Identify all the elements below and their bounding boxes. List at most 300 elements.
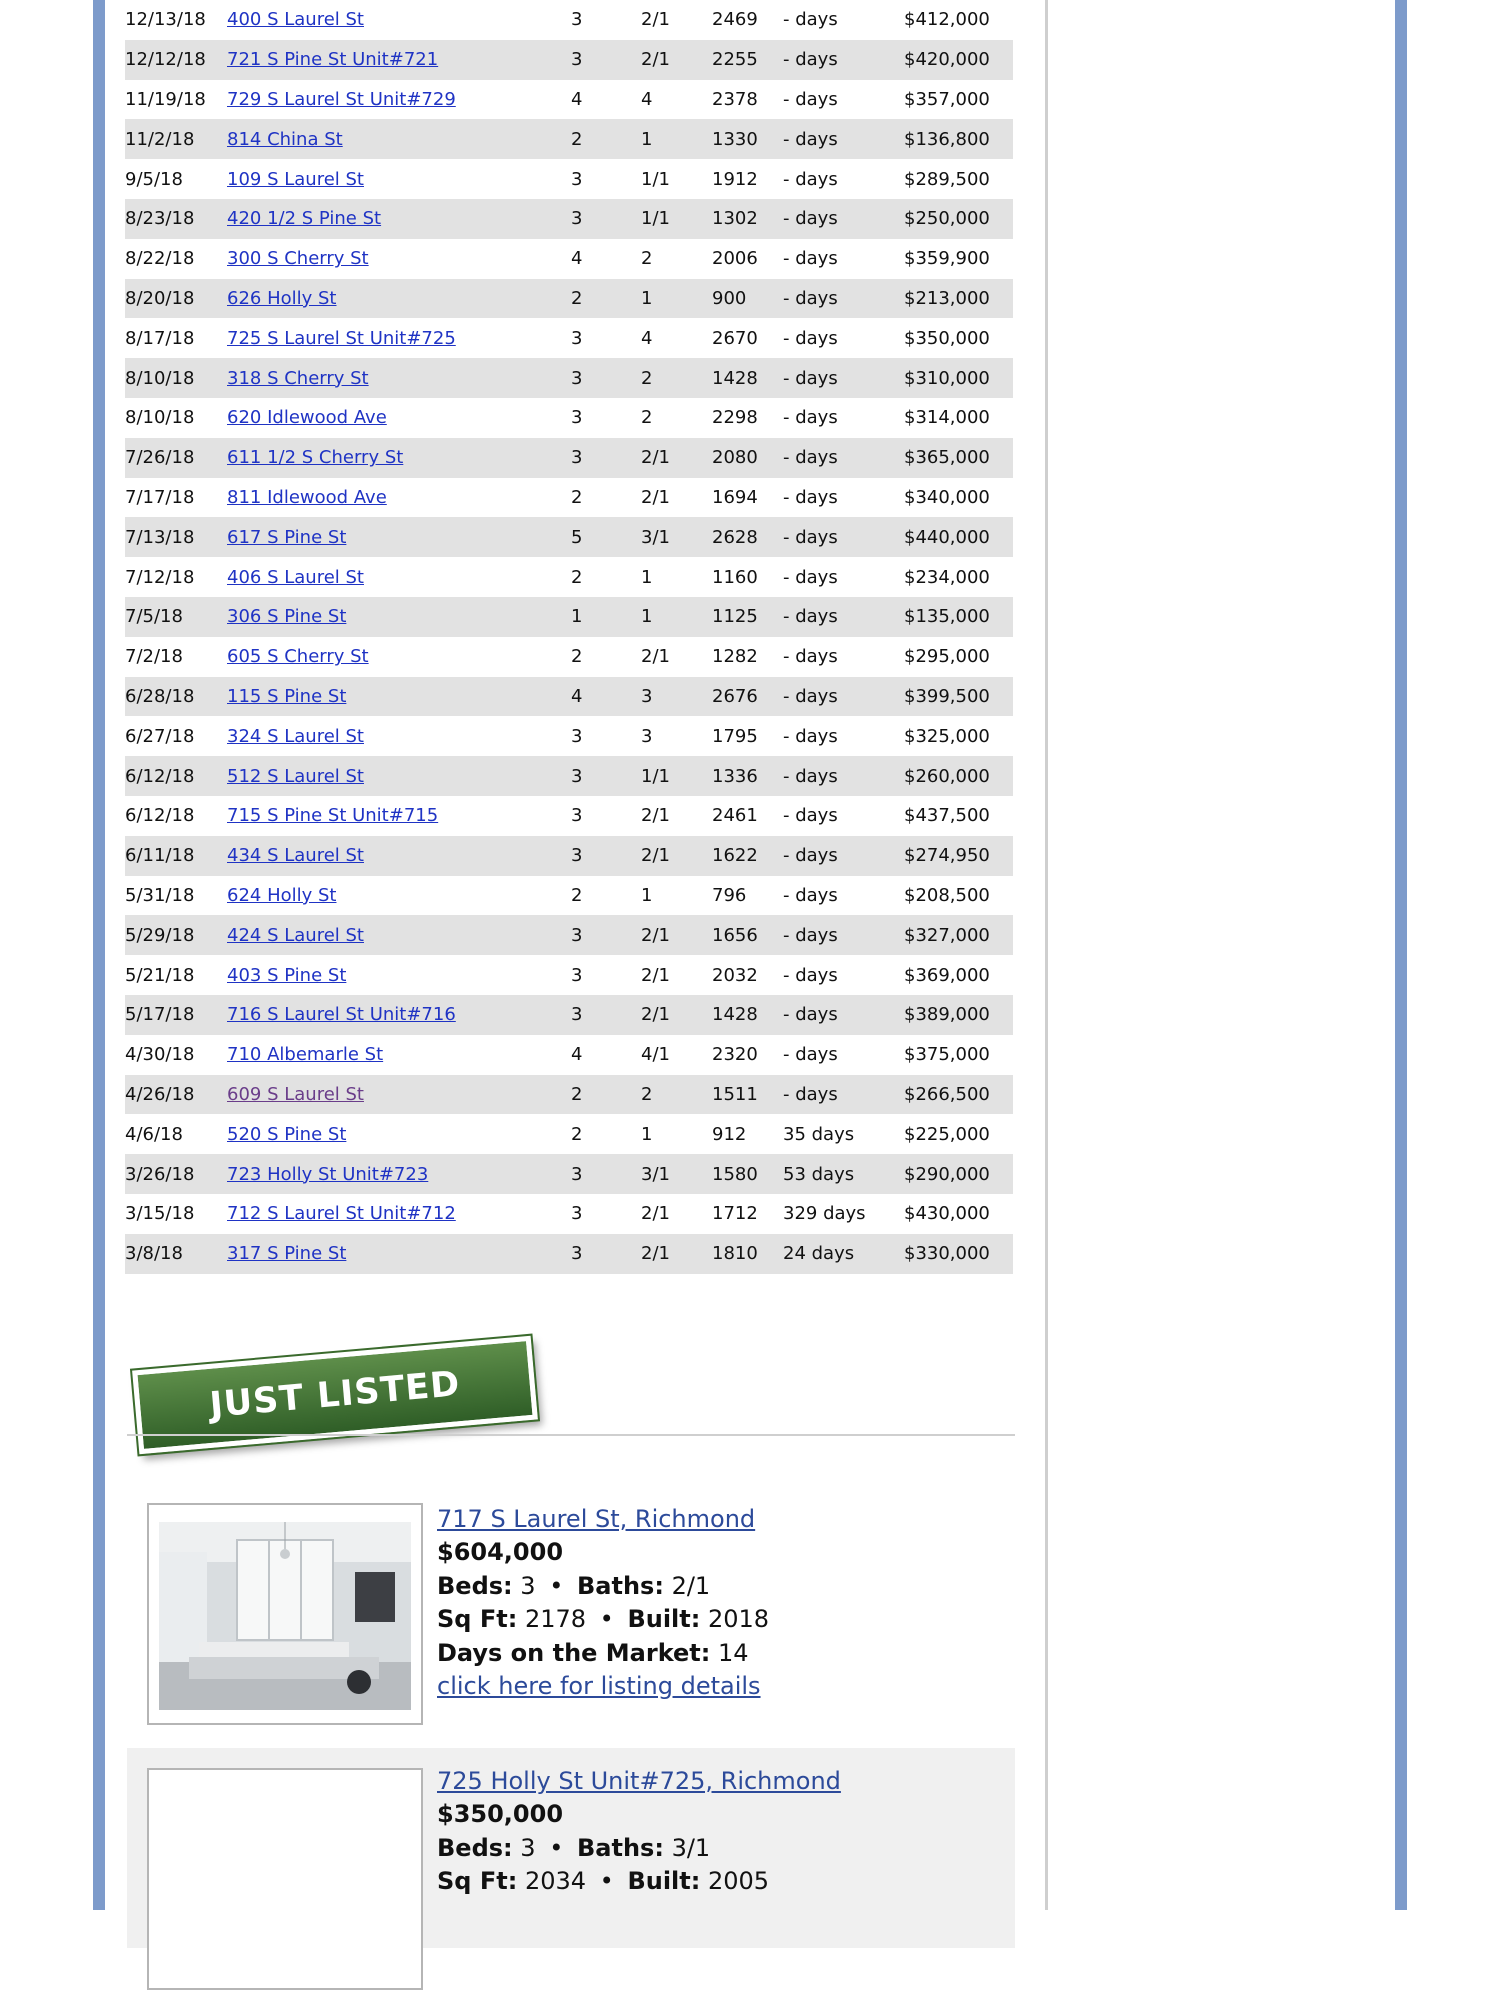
sqft-cell: 2469 [712,9,758,31]
sales-table-row [125,756,1013,796]
address-cell [227,1194,571,1234]
sqft-cell: 1912 [712,168,758,190]
days-on-market-cell: - days [783,884,838,906]
baths-cell: 2/1 [641,1004,670,1026]
email-frame [93,0,1407,1910]
sale-date-cell: 8/23/18 [125,208,195,230]
sale-price-cell: $250,000 [904,208,990,230]
baths-cell: 3/1 [641,1163,670,1185]
days-on-market-cell: - days [783,845,838,867]
sqft-cell: 2298 [712,407,758,429]
sales-table-row [125,876,1013,916]
address-link[interactable]: 723 Holly St Unit#723 [227,1163,429,1185]
address-link[interactable]: 609 S Laurel St [227,1083,364,1105]
days-on-market-cell: - days [783,208,838,230]
listing-price: $604,000 [437,1538,564,1567]
address-cell [227,0,571,40]
sale-price-cell: $208,500 [904,884,990,906]
days-on-market-cell: - days [783,407,838,429]
sale-date-cell: 3/15/18 [125,1203,195,1225]
baths-cell: 4 [641,327,653,349]
beds-cell: 3 [571,327,583,349]
sale-price-cell: $225,000 [904,1123,990,1145]
address-cell [227,478,571,518]
sqft-cell: 2628 [712,526,758,548]
address-cell [227,517,571,557]
days-on-market-cell: - days [783,248,838,270]
address-link[interactable]: 611 1/2 S Cherry St [227,447,404,469]
sale-price-cell: $437,500 [904,805,990,827]
sqft-cell: 2032 [712,964,758,986]
beds-cell: 3 [571,1243,583,1265]
days-on-market-cell: 35 days [783,1123,855,1145]
days-on-market-cell: - days [783,646,838,668]
just-listed-banner-text: JUST LISTED [208,1364,462,1426]
sales-table-row [125,1194,1013,1234]
address-cell [227,597,571,637]
listing-sqft-built: Sq Ft: 2178 • Built: 2018 [437,1605,770,1634]
sqft-cell: 900 [712,287,747,309]
sale-price-cell: $357,000 [904,88,990,110]
beds-cell: 3 [571,9,583,31]
sales-table-row [125,995,1013,1035]
sale-price-cell: $365,000 [904,447,990,469]
sale-price-cell: $350,000 [904,327,990,349]
sale-date-cell: 6/27/18 [125,725,195,747]
sale-price-cell: $289,500 [904,168,990,190]
sales-table-row [125,119,1013,159]
sale-price-cell: $266,500 [904,1083,990,1105]
sqft-cell: 1125 [712,606,758,628]
just-listed-section-header [127,1328,1015,1478]
sales-table-row [125,398,1013,438]
beds-cell: 3 [571,208,583,230]
days-on-market-cell: - days [783,367,838,389]
sales-table-row [125,199,1013,239]
address-link[interactable]: 403 S Pine St [227,964,347,986]
sale-date-cell: 4/26/18 [125,1083,195,1105]
address-link[interactable]: 115 S Pine St [227,685,347,707]
address-cell [227,915,571,955]
recent-sales-table [125,0,1013,1274]
sqft-cell: 1712 [712,1203,758,1225]
baths-cell: 2 [641,407,653,429]
sales-table-row [125,1234,1013,1274]
sqft-cell: 1330 [712,128,758,150]
address-cell [227,159,571,199]
sales-table-row [125,40,1013,80]
sales-table-row [125,637,1013,677]
sqft-cell: 1694 [712,486,758,508]
sale-date-cell: 4/30/18 [125,1044,195,1066]
days-on-market-cell: - days [783,447,838,469]
days-on-market-cell: - days [783,88,838,110]
baths-cell: 2/1 [641,9,670,31]
address-link[interactable]: 400 S Laurel St [227,9,364,31]
address-cell [227,438,571,478]
beds-cell: 2 [571,128,583,150]
beds-cell: 3 [571,964,583,986]
sale-date-cell: 7/13/18 [125,526,195,548]
days-on-market-cell: - days [783,566,838,588]
beds-cell: 2 [571,287,583,309]
sales-table-row [125,358,1013,398]
beds-cell: 3 [571,447,583,469]
baths-cell: 2/1 [641,447,670,469]
sale-date-cell: 4/6/18 [125,1123,183,1145]
sqft-cell: 2080 [712,447,758,469]
days-on-market-cell: 329 days [783,1203,866,1225]
sale-date-cell: 5/21/18 [125,964,195,986]
beds-cell: 4 [571,1044,583,1066]
baths-cell: 2/1 [641,805,670,827]
sales-table-row [125,915,1013,955]
listing-info [437,1503,769,1703]
address-link[interactable]: 324 S Laurel St [227,725,364,747]
beds-cell: 2 [571,566,583,588]
days-on-market-cell: - days [783,1004,838,1026]
listing-beds-baths: Beds: 3 • Baths: 2/1 [437,1571,711,1600]
listing-days-on-market: Days on the Market: 14 [437,1638,749,1667]
sqft-cell: 2255 [712,49,758,71]
sale-price-cell: $327,000 [904,924,990,946]
address-cell [227,1114,571,1154]
address-cell [227,1035,571,1075]
beds-cell: 3 [571,1203,583,1225]
baths-cell: 1 [641,606,653,628]
sqft-cell: 1302 [712,208,758,230]
address-link[interactable]: 725 S Laurel St Unit#725 [227,327,456,349]
sale-price-cell: $359,900 [904,248,990,270]
address-link[interactable]: 434 S Laurel St [227,845,364,867]
beds-cell: 3 [571,805,583,827]
sale-date-cell: 7/12/18 [125,566,195,588]
sale-date-cell: 6/28/18 [125,685,195,707]
address-link[interactable]: 715 S Pine St Unit#715 [227,805,439,827]
address-link[interactable]: 300 S Cherry St [227,248,369,270]
address-link[interactable]: 605 S Cherry St [227,646,369,668]
sales-table-row [125,1075,1013,1115]
main-column [105,0,1048,1910]
sale-date-cell: 11/19/18 [125,88,206,110]
address-link[interactable]: 721 S Pine St Unit#721 [227,49,439,71]
sales-table-row [125,517,1013,557]
sales-table-row [125,677,1013,717]
days-on-market-cell: - days [783,805,838,827]
days-on-market-cell: - days [783,327,838,349]
address-link[interactable]: 626 Holly St [227,287,337,309]
sale-price-cell: $274,950 [904,845,990,867]
sale-date-cell: 6/12/18 [125,805,195,827]
sqft-cell: 2320 [712,1044,758,1066]
address-cell [227,796,571,836]
beds-cell: 2 [571,1083,583,1105]
beds-cell: 2 [571,884,583,906]
address-link[interactable]: 420 1/2 S Pine St [227,208,382,230]
days-on-market-cell: - days [783,486,838,508]
beds-cell: 3 [571,367,583,389]
days-on-market-cell: - days [783,49,838,71]
sqft-cell: 1428 [712,367,758,389]
sale-date-cell: 3/8/18 [125,1243,183,1265]
sqft-cell: 1580 [712,1163,758,1185]
sale-date-cell: 7/17/18 [125,486,195,508]
sale-price-cell: $234,000 [904,566,990,588]
address-cell [227,80,571,120]
beds-cell: 3 [571,1004,583,1026]
sales-table-row [125,80,1013,120]
days-on-market-cell: - days [783,964,838,986]
baths-cell: 2/1 [641,964,670,986]
baths-cell: 2 [641,367,653,389]
address-cell [227,199,571,239]
days-on-market-cell: 53 days [783,1163,855,1185]
sale-date-cell: 5/31/18 [125,884,195,906]
baths-cell: 1 [641,287,653,309]
sale-date-cell: 12/12/18 [125,49,206,71]
sale-price-cell: $440,000 [904,526,990,548]
sale-date-cell: 8/10/18 [125,367,195,389]
address-cell [227,995,571,1035]
address-link[interactable]: 712 S Laurel St Unit#712 [227,1203,456,1225]
baths-cell: 2/1 [641,49,670,71]
address-link[interactable]: 814 China St [227,128,343,150]
sqft-cell: 2461 [712,805,758,827]
days-on-market-cell: - days [783,765,838,787]
listing-details-link[interactable]: click here for listing details [437,1672,761,1701]
sale-date-cell: 7/26/18 [125,447,195,469]
sale-price-cell: $135,000 [904,606,990,628]
sale-price-cell: $375,000 [904,1044,990,1066]
listing-beds-baths: Beds: 3 • Baths: 3/1 [437,1833,711,1862]
sales-table-row [125,239,1013,279]
address-cell [227,40,571,80]
days-on-market-cell: - days [783,1044,838,1066]
sale-price-cell: $399,500 [904,685,990,707]
sale-price-cell: $295,000 [904,646,990,668]
address-cell [227,398,571,438]
address-cell [227,1075,571,1115]
sqft-cell: 1810 [712,1243,758,1265]
address-link[interactable]: 109 S Laurel St [227,168,364,190]
address-link[interactable]: 620 Idlewood Ave [227,407,387,429]
baths-cell: 1 [641,884,653,906]
address-link[interactable]: 318 S Cherry St [227,367,369,389]
beds-cell: 3 [571,1163,583,1185]
address-link[interactable]: 520 S Pine St [227,1123,347,1145]
listing-info [437,1765,841,1899]
listing-card [127,1748,1015,1948]
beds-cell: 1 [571,606,583,628]
beds-cell: 5 [571,526,583,548]
sale-price-cell: $330,000 [904,1243,990,1265]
sales-table-row [125,0,1013,40]
address-cell [227,677,571,717]
sale-date-cell: 9/5/18 [125,168,183,190]
sale-price-cell: $325,000 [904,725,990,747]
address-link[interactable]: 317 S Pine St [227,1243,347,1265]
baths-cell: 1/1 [641,168,670,190]
baths-cell: 1/1 [641,765,670,787]
baths-cell: 3/1 [641,526,670,548]
beds-cell: 3 [571,725,583,747]
beds-cell: 3 [571,924,583,946]
days-on-market-cell: - days [783,1083,838,1105]
sales-table-row [125,478,1013,518]
sqft-cell: 1656 [712,924,758,946]
sale-date-cell: 11/2/18 [125,128,195,150]
address-cell [227,557,571,597]
baths-cell: 3 [641,725,653,747]
address-cell [227,239,571,279]
address-link[interactable]: 512 S Laurel St [227,765,364,787]
days-on-market-cell: - days [783,924,838,946]
beds-cell: 2 [571,486,583,508]
baths-cell: 1 [641,1123,653,1145]
address-cell [227,119,571,159]
listing-sqft-built: Sq Ft: 2034 • Built: 2005 [437,1867,770,1896]
address-link[interactable]: 710 Albemarle St [227,1044,384,1066]
beds-cell: 4 [571,88,583,110]
sale-price-cell: $340,000 [904,486,990,508]
address-link[interactable]: 406 S Laurel St [227,566,364,588]
sales-table-row [125,318,1013,358]
listing-price: $350,000 [437,1800,564,1829]
baths-cell: 4 [641,88,653,110]
address-link[interactable]: 716 S Laurel St Unit#716 [227,1004,456,1026]
sales-table-row [125,159,1013,199]
sale-price-cell: $213,000 [904,287,990,309]
sales-table-row [125,557,1013,597]
listing-thumbnail-frame[interactable] [147,1768,423,1990]
address-link[interactable]: 424 S Laurel St [227,924,364,946]
baths-cell: 2 [641,248,653,270]
baths-cell: 3 [641,685,653,707]
beds-cell: 3 [571,49,583,71]
days-on-market-cell: - days [783,606,838,628]
sales-table-row [125,1114,1013,1154]
sqft-cell: 1622 [712,845,758,867]
sqft-cell: 1336 [712,765,758,787]
baths-cell: 4/1 [641,1044,670,1066]
address-cell [227,279,571,319]
days-on-market-cell: - days [783,685,838,707]
sale-price-cell: $260,000 [904,765,990,787]
baths-cell: 1 [641,128,653,150]
address-cell [227,637,571,677]
listing-title-link[interactable]: 725 Holly St Unit#725, Richmond [437,1767,841,1795]
address-link[interactable]: 617 S Pine St [227,526,347,548]
sale-date-cell: 7/5/18 [125,606,183,628]
sale-price-cell: $430,000 [904,1203,990,1225]
beds-cell: 2 [571,1123,583,1145]
sqft-cell: 912 [712,1123,747,1145]
address-cell [227,876,571,916]
sqft-cell: 2378 [712,88,758,110]
beds-cell: 2 [571,646,583,668]
sales-table-row [125,438,1013,478]
baths-cell: 2/1 [641,646,670,668]
sale-date-cell: 12/13/18 [125,9,206,31]
sale-price-cell: $412,000 [904,9,990,31]
days-on-market-cell: - days [783,725,838,747]
sale-price-cell: $136,800 [904,128,990,150]
sales-table-row [125,955,1013,995]
sale-date-cell: 8/22/18 [125,248,195,270]
just-listed-banner [132,1336,538,1455]
sales-table-row [125,836,1013,876]
address-link[interactable]: 624 Holly St [227,884,337,906]
sales-table-row [125,796,1013,836]
sale-date-cell: 3/26/18 [125,1163,195,1185]
sqft-cell: 1160 [712,566,758,588]
sqft-cell: 2670 [712,327,758,349]
sale-date-cell: 5/29/18 [125,924,195,946]
sqft-cell: 1428 [712,1004,758,1026]
days-on-market-cell: - days [783,9,838,31]
days-on-market-cell: - days [783,526,838,548]
address-cell [227,1234,571,1274]
beds-cell: 4 [571,248,583,270]
baths-cell: 2 [641,1083,653,1105]
sqft-cell: 1511 [712,1083,758,1105]
sale-date-cell: 5/17/18 [125,1004,195,1026]
sales-table-row [125,279,1013,319]
section-divider [127,1434,1015,1436]
sale-date-cell: 6/11/18 [125,845,195,867]
baths-cell: 1/1 [641,208,670,230]
sales-table-row [125,1035,1013,1075]
beds-cell: 4 [571,685,583,707]
sqft-cell: 1795 [712,725,758,747]
sale-price-cell: $369,000 [904,964,990,986]
listing-title-link[interactable]: 717 S Laurel St, Richmond [437,1505,756,1533]
days-on-market-cell: - days [783,168,838,190]
sales-table-row [125,597,1013,637]
address-cell [227,756,571,796]
beds-cell: 3 [571,845,583,867]
baths-cell: 1 [641,566,653,588]
days-on-market-cell: - days [783,128,838,150]
address-cell [227,955,571,995]
address-cell [227,836,571,876]
address-link[interactable]: 306 S Pine St [227,606,347,628]
days-on-market-cell: 24 days [783,1243,855,1265]
sale-date-cell: 8/20/18 [125,287,195,309]
sales-table-body [125,0,1013,1274]
sqft-cell: 2006 [712,248,758,270]
baths-cell: 2/1 [641,845,670,867]
baths-cell: 2/1 [641,924,670,946]
address-cell [227,318,571,358]
listing-thumbnail-frame[interactable] [147,1503,423,1725]
sqft-cell: 1282 [712,646,758,668]
sqft-cell: 796 [712,884,747,906]
living-room-photo[interactable] [159,1522,411,1710]
sale-date-cell: 8/17/18 [125,327,195,349]
baths-cell: 2/1 [641,486,670,508]
beds-cell: 3 [571,765,583,787]
sales-table-row [125,1154,1013,1194]
address-cell [227,716,571,756]
beds-cell: 3 [571,407,583,429]
beds-cell: 3 [571,168,583,190]
sale-date-cell: 8/10/18 [125,407,195,429]
address-cell [227,358,571,398]
listing-card [127,1503,1015,1725]
address-link[interactable]: 811 Idlewood Ave [227,486,387,508]
address-link[interactable]: 729 S Laurel St Unit#729 [227,88,456,110]
